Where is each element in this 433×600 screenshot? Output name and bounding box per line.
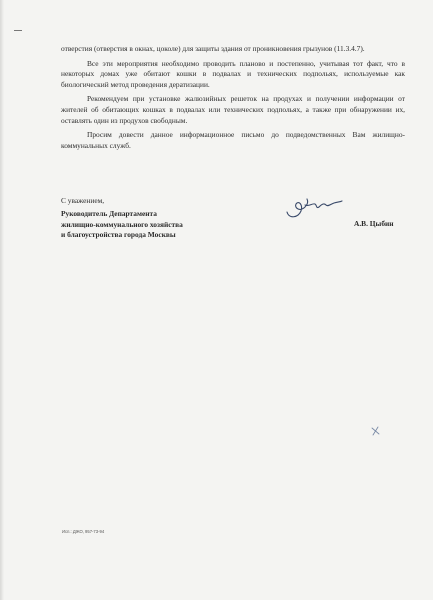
scan-mark [14,30,22,31]
position-line-1: Руководитель Департамента [61,208,157,218]
letter-body [61,44,405,155]
paragraph-request: Просим довести данное информационное письмо до подведомственных Вам жилищно-коммунальных служб. [61,130,405,150]
handwritten-signature [284,192,346,220]
paragraph-continuation: отверстия (отверстия в окнах, цоколе) для защиты здания от проникновения грызунов (11.3.4.7). [61,44,365,53]
executor-note: Исп.: ДЖО, 957-73-94 [62,529,105,534]
position-line-2: жилищно-коммунального хозяйства [61,219,183,229]
signer-name: А.В. Цыбин [354,219,394,228]
scan-edge-shadow [0,0,4,600]
signature-block [61,196,261,241]
check-mark-icon [370,425,382,437]
paragraph-measures: Все эти мероприятия необходимо проводить планово и постепенно, учитывая тот факт, что в некоторых домах уже обитают кошки в подвалах и технических подпольях, используемые как биологический метод проведения дератизации. [61,58,405,89]
closing-salutation: С уважением, [61,196,105,205]
position-line-3: и благоустройства города Москвы [61,230,176,240]
paragraph-recommendation: Рекомендуем при установке жалюзийных решеток на продухах и получении информации от жителей об обитающих кошках в подвалах или технических подпольях, а также при обнаружении их, оставлять один из продухов свободным. [61,94,405,125]
